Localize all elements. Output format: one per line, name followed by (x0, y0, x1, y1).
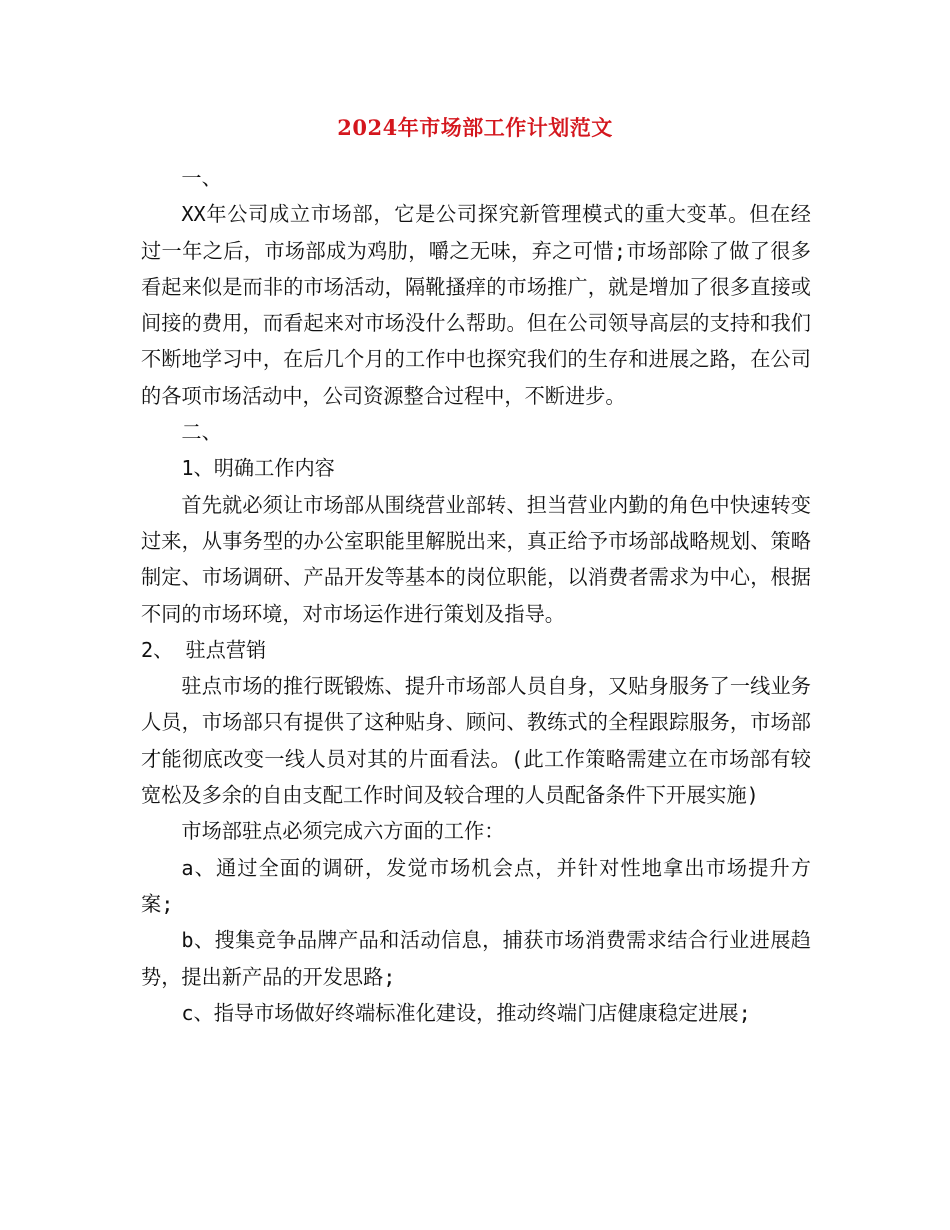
paragraph-six-tasks-intro: 市场部驻点必须完成六方面的工作： (181, 819, 505, 844)
paragraph-work-content: 首先就必须让市场部从围绕营业部转、担当营业内勤的角色中快速转变过来，从事务型的办公室职能里解脱出来，真正给予市场部战略规划、策略制定、市场调研、产品开发等基本的岗位职能，以消费者需求为中心，根据不同的市场环境，对市场运作进行策划及指导。 (141, 492, 811, 626)
paragraph-station-marketing: 驻点市场的推行既锻炼、提升市场部人员自身，又贴身服务了一线业务人员，市场部只有提供了这种贴身、顾问、教练式的全程跟踪服务，市场部才能彻底改变一线人员对其的片面看法。(此工作策略需建立在市场部有较宽松及多余的自由支配工作时间及较合理的人员配备条件下开展实施) (141, 674, 811, 808)
subheading-work-content: 1、明确工作内容 (181, 456, 335, 481)
list-item-a: a、通过全面的调研，发觉市场机会点，并针对性地拿出市场提升方案; (141, 855, 811, 916)
document-title: 2024年市场部工作计划范文 (337, 115, 613, 140)
document-body (141, 160, 811, 1031)
paragraph-intro: XX年公司成立市场部，它是公司探究新管理模式的重大变革。但在经过一年之后，市场部成为鸡肋，嚼之无味，弃之可惜;市场部除了做了很多看起来似是而非的市场活动，隔靴搔痒的市场推广，就是增加了很多直接或间接的费用，而看起来对市场没什么帮助。但在公司领导高层的支持和我们不断地学习中，在后几个月的工作中也探究我们的生存和进展之路，在公司的各项市场活动中，公司资源整合过程中，不断进步。 (141, 202, 811, 408)
section-heading-2: 二、 (181, 420, 222, 445)
list-item-c: c、指导市场做好终端标准化建设，推动终端门店健康稳定进展; (181, 1000, 751, 1025)
subheading-station-marketing: 2、 驻点营销 (141, 637, 267, 662)
list-item-b: b、搜集竞争品牌产品和活动信息，捕获市场消费需求结合行业进展趋势，提出新产品的开发思路; (141, 928, 811, 989)
section-heading-1: 一、 (181, 166, 222, 190)
